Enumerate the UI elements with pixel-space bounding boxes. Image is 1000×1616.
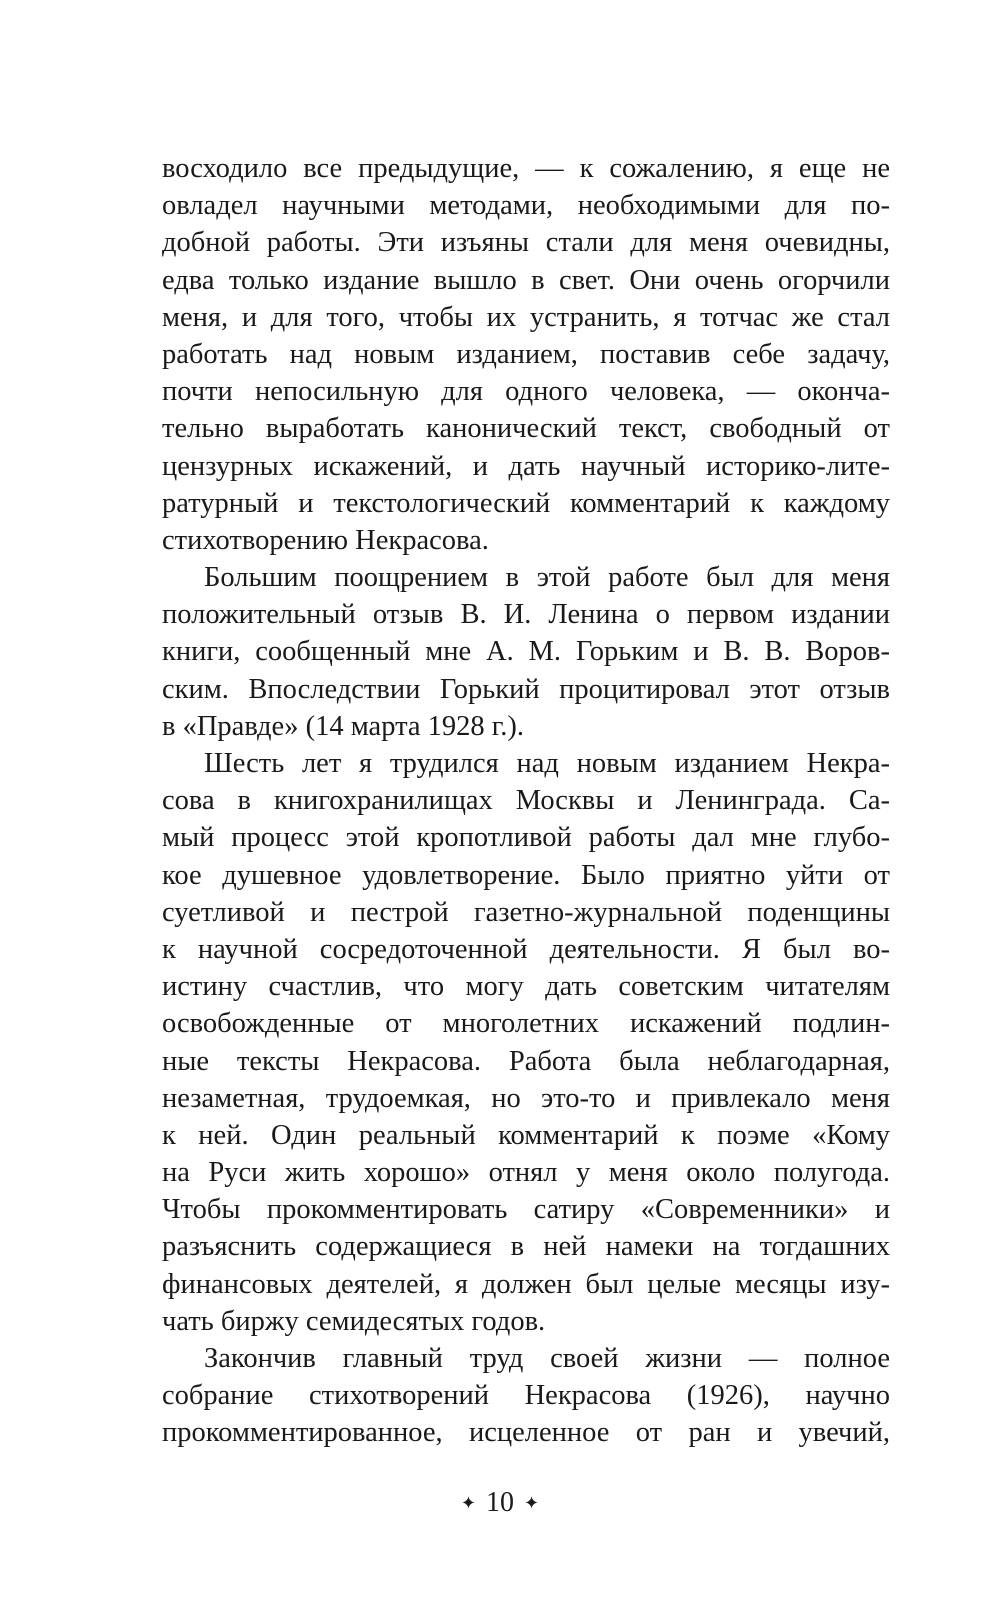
text-line: ратурный и текстологический комментарий к каждому — [162, 487, 890, 519]
text-line: добной работы. Эти изъяны стали для меня очевидны, — [162, 227, 890, 259]
page-number: 10 — [486, 1487, 514, 1518]
text-line: кое душевное удовлетворение. Было приятно уйти от — [162, 859, 890, 891]
star-ornament-icon: ✦ — [524, 1493, 540, 1513]
text-line: почти непосильную для одного человека, — оконча- — [162, 376, 890, 408]
text-line: суетливой и пестрой газетно-журнальной поденщины — [162, 896, 890, 928]
text-line: Чтобы прокомментировать сатиру «Современники» и — [162, 1194, 890, 1226]
page-number-footer — [0, 1483, 1000, 1523]
text-line: цензурных искажений, и дать научный историко-лите- — [162, 450, 890, 482]
text-line: разъяснить содержащиеся в ней намеки на тогдашних — [162, 1231, 890, 1263]
text-line: стихотворению Некрасова. — [162, 524, 489, 556]
text-line: прокомментированное, исцеленное от ран и увечий, — [162, 1417, 890, 1449]
text-line: меня, и для того, чтобы их устранить, я тотчас же стал — [162, 301, 890, 333]
text-line: Закончив главный труд своей жизни — полное — [204, 1343, 890, 1374]
text-line: книги, сообщенный мне А. М. Горьким и В. В. Воров- — [162, 636, 890, 668]
text-line: на Руси жить хорошо» отнял у меня около полугода. — [162, 1157, 890, 1189]
body-text — [162, 150, 890, 1452]
text-line: незаметная, трудоемкая, но это-то и привлекало меня — [162, 1082, 890, 1114]
text-line: мый процесс этой кропотливой работы дал мне глубо- — [162, 822, 890, 854]
text-line: собрание стихотворений Некрасова (1926), научно — [162, 1380, 890, 1412]
text-line: тельно выработать канонический текст, свободный от — [162, 413, 890, 445]
text-line: ским. Впоследствии Горький процитировал этот отзыв — [162, 673, 890, 705]
text-line: работать над новым изданием, поставив себе задачу, — [162, 338, 890, 370]
text-line: чать биржу семидесятых годов. — [162, 1305, 546, 1337]
text-line: сова в книгохранилищах Москвы и Ленинграда. Са- — [162, 785, 890, 817]
text-line: освобожденные от многолетних искажений подлин- — [162, 1008, 890, 1040]
text-line: положительный отзыв В. И. Ленина о первом издании — [162, 599, 890, 631]
text-line: восходило все предыдущие, — к сожалению, я еще не — [162, 153, 890, 184]
text-line: Большим поощрением в этой работе был для меня — [204, 562, 890, 594]
text-line: овладел научными методами, необходимыми для по- — [162, 190, 890, 222]
text-line: к научной сосредоточенной деятельности. Я был во- — [162, 933, 890, 965]
text-line: едва только издание вышло в свет. Они очень огорчили — [162, 264, 890, 296]
text-line: финансовых деятелей, я должен был целые месяцы изу- — [162, 1268, 890, 1300]
text-line: ные тексты Некрасова. Работа была неблагодарная, — [162, 1045, 890, 1077]
text-line: к ней. Один реальный комментарий к поэме «Кому — [162, 1119, 890, 1151]
text-line: в «Правде» (14 марта 1928 г.). — [162, 710, 524, 742]
text-line: Шесть лет я трудился над новым изданием Некра- — [204, 748, 890, 779]
text-line: истину счастлив, что могу дать советским читателям — [162, 971, 890, 1003]
star-ornament-icon: ✦ — [460, 1493, 476, 1513]
